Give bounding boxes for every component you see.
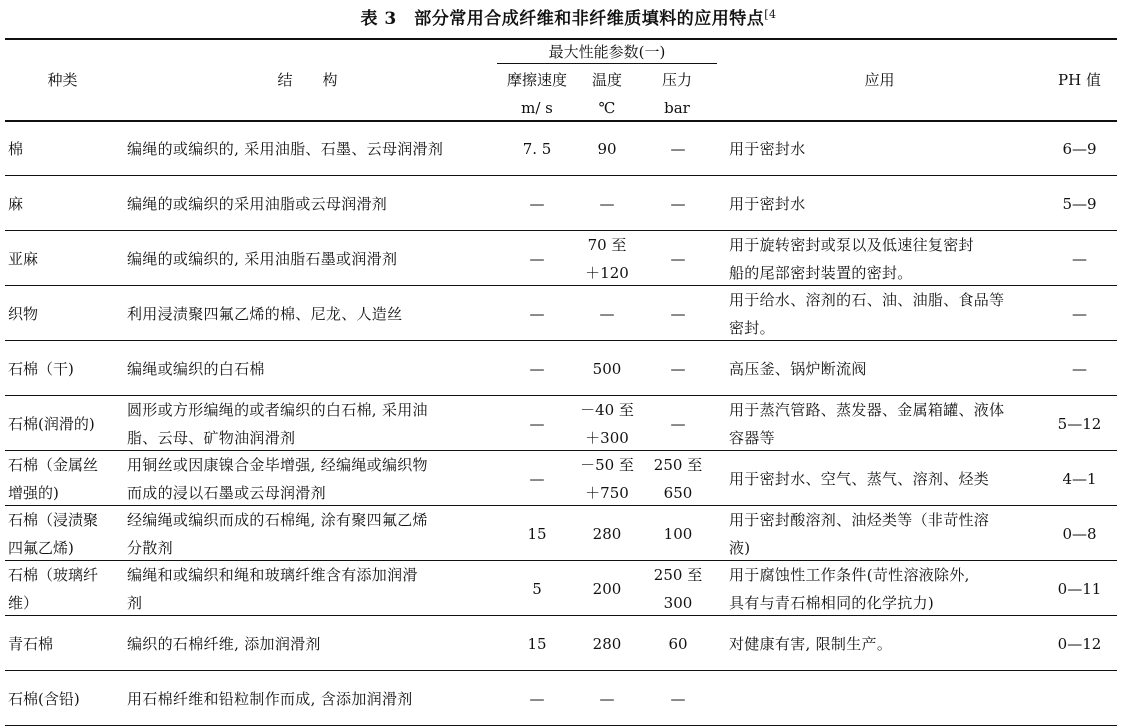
cell-temp: — bbox=[599, 194, 615, 213]
cell-temp: 90 bbox=[597, 139, 617, 158]
cell-speed: — bbox=[529, 194, 545, 213]
cell-ph: — bbox=[1072, 359, 1087, 378]
cell-application: 船的尾部密封装置的密封。 bbox=[729, 263, 913, 282]
header-ph: PH 值 bbox=[1058, 71, 1101, 89]
cell-application: 用于密封酸溶剂、油烃类等（非苛性溶 bbox=[729, 510, 990, 529]
cell-kind: 维） bbox=[8, 593, 39, 612]
header-pressure-unit: bar bbox=[664, 99, 690, 117]
cell-application: 具有与青石棉相同的化学抗力) bbox=[729, 593, 935, 612]
cell-kind: 增强的) bbox=[8, 483, 59, 502]
cell-kind: 四氟乙烯) bbox=[8, 538, 74, 557]
header-structure: 结 构 bbox=[277, 71, 338, 89]
row-divider bbox=[5, 615, 1117, 616]
cell-structure: 编绳或编织的白石棉 bbox=[127, 359, 265, 378]
cell-temp: －40 至 bbox=[580, 400, 634, 419]
row-divider bbox=[5, 175, 1117, 176]
header-temp-unit: ℃ bbox=[598, 99, 616, 117]
cell-application: 用于蒸汽管路、蒸发器、金属箱罐、液体 bbox=[729, 400, 1005, 419]
header-speed-unit: m/ s bbox=[521, 99, 553, 117]
cell-kind: 织物 bbox=[8, 304, 39, 323]
cell-pressure: — bbox=[670, 249, 686, 268]
cell-application: 用于密封水、空气、蒸气、溶剂、烃类 bbox=[729, 469, 990, 488]
cell-pressure: — bbox=[670, 194, 686, 213]
cell-kind: 石棉(含铅) bbox=[8, 689, 80, 708]
table-title-text: 表 3 部分常用合成纤维和非纤维质填料的应用特点 bbox=[360, 9, 765, 29]
cell-pressure: — bbox=[670, 359, 686, 378]
cell-structure: 分散剂 bbox=[127, 538, 173, 557]
cell-kind: 石棉（玻璃纤 bbox=[8, 565, 99, 584]
cell-speed: — bbox=[529, 304, 545, 323]
cell-speed: 5 bbox=[532, 579, 542, 598]
cell-application: 对健康有害, 限制生产。 bbox=[729, 634, 893, 653]
cell-speed: — bbox=[529, 469, 545, 488]
cell-temp: 200 bbox=[592, 579, 622, 598]
cell-pressure: 250 至 bbox=[653, 455, 703, 474]
cell-structure: 脂、云母、矿物油润滑剂 bbox=[127, 428, 296, 447]
cell-ph: 4—1 bbox=[1062, 469, 1097, 488]
cell-kind: 麻 bbox=[8, 194, 24, 213]
header-kind: 种类 bbox=[47, 71, 78, 89]
cell-speed: — bbox=[529, 689, 545, 708]
cell-temp: 70 至 bbox=[587, 235, 627, 254]
row-divider bbox=[5, 340, 1117, 341]
cell-structure: 编绳和或编织和绳和玻璃纤维含有添加润滑 bbox=[127, 565, 418, 584]
cell-application: 高压釜、锅炉断流阀 bbox=[729, 359, 867, 378]
header-application: 应用 bbox=[864, 71, 895, 89]
cell-application: 用于给水、溶剂的石、油、油脂、食品等 bbox=[729, 290, 1005, 309]
cell-ph: 0—8 bbox=[1062, 524, 1097, 543]
cell-temp: — bbox=[599, 689, 615, 708]
cell-application: 容器等 bbox=[729, 428, 775, 447]
reference-number: 4 bbox=[769, 8, 777, 21]
cell-pressure: — bbox=[670, 414, 686, 433]
cell-pressure: — bbox=[670, 304, 686, 323]
cell-structure: 编绳的或编织的采用油脂或云母润滑剂 bbox=[127, 194, 388, 213]
cell-temp: 280 bbox=[592, 524, 622, 543]
cell-ph: 5—9 bbox=[1062, 194, 1097, 213]
cell-structure: 用铜丝或因康镍合金毕增强, 经编绳或编织物 bbox=[127, 455, 428, 474]
cell-temp: －50 至 bbox=[580, 455, 634, 474]
header-speed: 摩擦速度 bbox=[506, 71, 567, 89]
cell-pressure: 650 bbox=[663, 483, 693, 502]
header-param-group: 最大性能参数(一) bbox=[548, 43, 666, 61]
reference-mark: [4 bbox=[764, 8, 777, 21]
cell-ph: 0—12 bbox=[1057, 634, 1102, 653]
cell-temp: 280 bbox=[592, 634, 622, 653]
cell-speed: — bbox=[529, 249, 545, 268]
cell-kind: 青石棉 bbox=[8, 634, 54, 653]
cell-application: 用于腐蚀性工作条件(苛性溶液除外, bbox=[729, 565, 970, 584]
cell-ph: 6—9 bbox=[1062, 139, 1097, 158]
cell-ph: 5—12 bbox=[1057, 414, 1102, 433]
cell-speed: 15 bbox=[527, 524, 547, 543]
cell-pressure: 60 bbox=[668, 634, 688, 653]
cell-kind: 石棉（干) bbox=[8, 359, 74, 378]
cell-speed: — bbox=[529, 359, 545, 378]
cell-structure: 剂 bbox=[127, 593, 143, 612]
cell-pressure: 100 bbox=[663, 524, 693, 543]
cell-structure: 而成的浸以石墨或云母润滑剂 bbox=[127, 483, 326, 502]
cell-structure: 编绳的或编织的, 采用油脂、石墨、云母润滑剂 bbox=[127, 139, 444, 158]
row-divider bbox=[5, 670, 1117, 671]
cell-temp: ＋120 bbox=[585, 263, 629, 282]
cell-structure: 用石棉纤维和铅粒制作而成, 含添加润滑剂 bbox=[127, 689, 413, 708]
cell-pressure: 300 bbox=[663, 593, 693, 612]
cell-temp: ＋300 bbox=[585, 428, 629, 447]
table-title bbox=[0, 4, 1137, 29]
cell-speed: 7. 5 bbox=[522, 139, 552, 158]
cell-speed: 15 bbox=[527, 634, 547, 653]
cell-pressure: — bbox=[670, 139, 686, 158]
cell-ph: 0—11 bbox=[1057, 579, 1102, 598]
cell-application: 用于密封水 bbox=[729, 139, 806, 158]
cell-structure: 编绳的或编织的, 采用油脂石墨或润滑剂 bbox=[127, 249, 398, 268]
cell-pressure: — bbox=[670, 689, 686, 708]
cell-speed: — bbox=[529, 414, 545, 433]
cell-kind: 石棉（金属丝 bbox=[8, 455, 99, 474]
cell-pressure: 250 至 bbox=[653, 565, 703, 584]
cell-structure: 经编绳或编织而成的石棉绳, 涂有聚四氟乙烯 bbox=[127, 510, 428, 529]
cell-application: 用于密封水 bbox=[729, 194, 806, 213]
cell-application: 液) bbox=[729, 538, 751, 557]
cell-structure: 圆形或方形编绳的或者编织的白石棉, 采用油 bbox=[127, 400, 428, 419]
cell-kind: 石棉(润滑的) bbox=[8, 414, 95, 433]
cell-application: 用于旋转密封或泵以及低速往复密封 bbox=[729, 235, 974, 254]
cell-kind: 亚麻 bbox=[8, 249, 39, 268]
cell-ph: — bbox=[1072, 249, 1087, 268]
header-pressure: 压力 bbox=[661, 71, 692, 89]
header-temp: 温度 bbox=[591, 71, 622, 89]
cell-temp: — bbox=[599, 304, 615, 323]
cell-structure: 利用浸渍聚四氟乙烯的棉、尼龙、人造丝 bbox=[127, 304, 403, 323]
cell-structure: 编织的石棉纤维, 添加润滑剂 bbox=[127, 634, 321, 653]
cell-ph: — bbox=[1072, 304, 1087, 323]
cell-temp: 500 bbox=[592, 359, 622, 378]
cell-application: 密封。 bbox=[729, 318, 775, 337]
cell-kind: 棉 bbox=[8, 139, 24, 158]
cell-temp: ＋750 bbox=[585, 483, 629, 502]
cell-kind: 石棉（浸渍聚 bbox=[8, 510, 99, 529]
